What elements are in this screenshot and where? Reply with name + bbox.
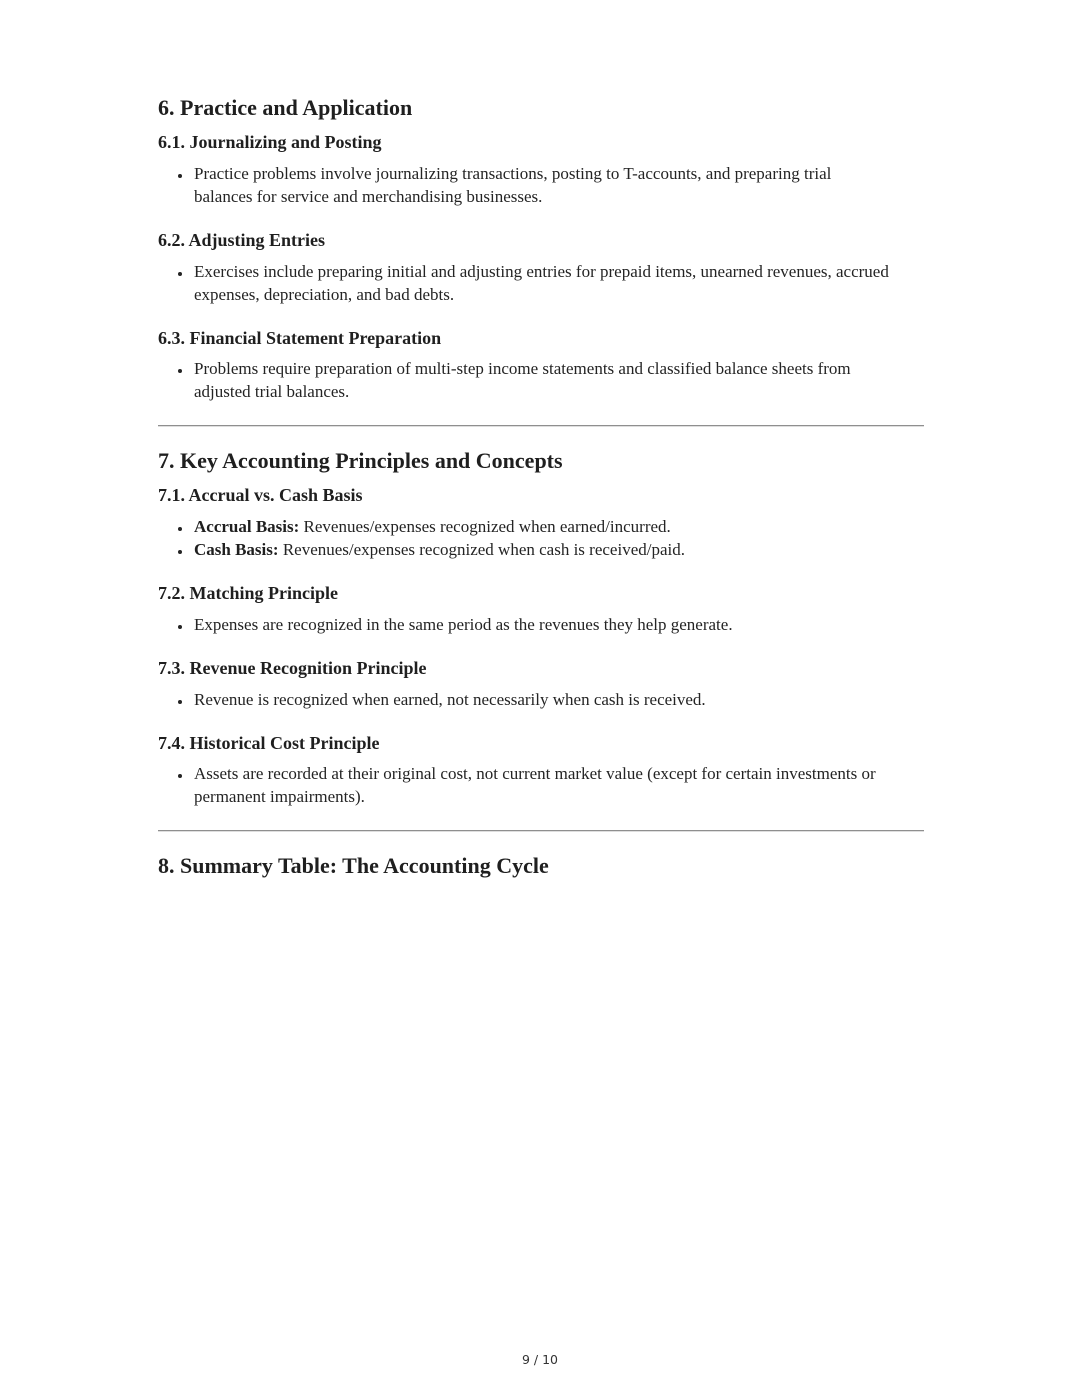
bullet-bold-prefix: Accrual Basis: [194, 517, 300, 537]
subsection-heading: 7.2. Matching Principle [158, 583, 338, 604]
section-heading: 8. Summary Table: The Accounting Cycle [158, 853, 549, 879]
bullet-text: Expenses are recognized in the same period as the revenues they help generate. [194, 614, 733, 634]
section-heading: 7. Key Accounting Principles and Concepts [158, 448, 563, 474]
bullet-item [192, 613, 894, 636]
subsection-heading: 7.1. Accrual vs. Cash Basis [158, 485, 363, 506]
bullet-text: Problems require preparation of multi-step income statements and classified balance sheets from adjusted trial balances. [194, 359, 851, 402]
bullet-item [192, 162, 894, 208]
bullet-item [192, 688, 894, 711]
bullet-list [158, 357, 924, 403]
bullet-item [192, 357, 894, 403]
bullet-text: Exercises include preparing initial and adjusting entries for prepaid items, unearned revenues, accrued expenses, depreciation, and bad debts. [194, 261, 889, 304]
subsection-heading: 6.1. Journalizing and Posting [158, 132, 382, 153]
bullet-list [158, 762, 924, 808]
subsection-heading: 7.3. Revenue Recognition Principle [158, 657, 427, 678]
bullet-text: Revenues/expenses recognized when cash is received/paid. [282, 540, 685, 560]
bullet-list [158, 688, 924, 711]
section-divider [158, 830, 924, 832]
bullet-item [192, 260, 894, 306]
document-content [158, 96, 924, 890]
section-heading: 6. Practice and Application [158, 95, 413, 120]
bullet-list [158, 162, 924, 208]
bullet-bold-prefix: Cash Basis: [194, 540, 279, 560]
subsection-heading: 6.2. Adjusting Entries [158, 229, 326, 250]
page-number: 9 / 10 [521, 1352, 559, 1367]
bullet-list [158, 515, 924, 561]
bullet-list [158, 260, 924, 306]
section-divider [158, 425, 924, 427]
subsection-heading: 7.4. Historical Cost Principle [158, 732, 380, 753]
bullet-list [158, 613, 924, 636]
subsection-heading: 6.3. Financial Statement Preparation [158, 327, 442, 348]
bullet-text: Revenues/expenses recognized when earned/incurred. [303, 517, 671, 537]
bullet-item [192, 515, 894, 538]
bullet-item [192, 762, 894, 808]
bullet-text: Assets are recorded at their original cost, not current market value (except for certain investments or permanent impairments). [194, 764, 876, 807]
bullet-text: Revenue is recognized when earned, not necessarily when cash is received. [194, 689, 706, 709]
bullet-text: Practice problems involve journalizing transactions, posting to T-accounts, and preparing trial balances for service and merchandising businesses. [194, 163, 832, 206]
bullet-item [192, 538, 894, 561]
